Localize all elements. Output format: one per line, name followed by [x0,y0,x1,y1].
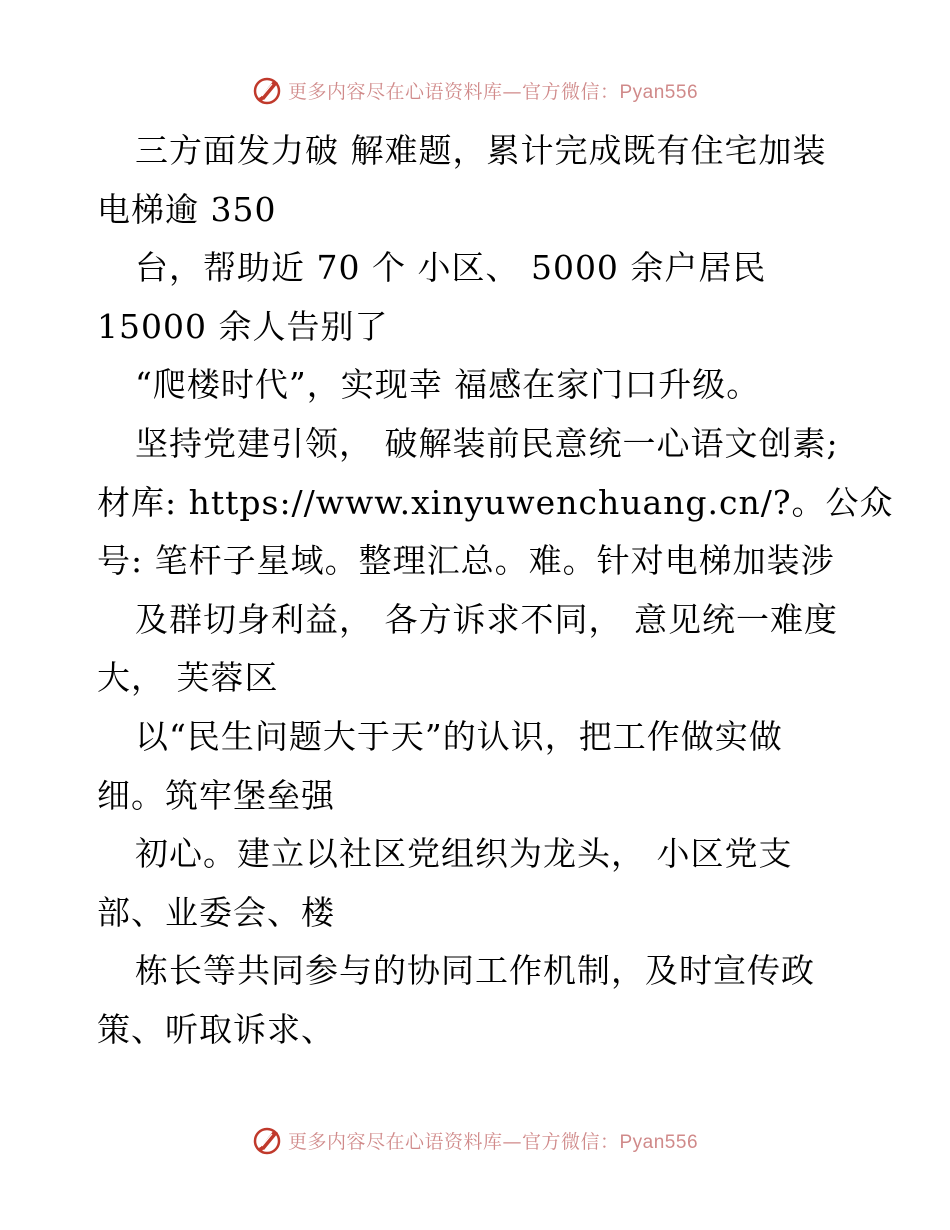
body-line-11: 以“民生问题大于天”的认识，把工作做实做 [135,716,783,756]
body-line-12: 细。筑牢堡垒强 [97,775,335,815]
footer-banner-account: Pyan556 [619,1131,699,1153]
body-line-10: 大， 芙蓉区 [97,658,279,698]
body-line-9: 及群切身利益， 各方诉求不同， 意见统一难度 [135,599,838,639]
body-line-8: 号: 笔杆子星域。整理汇总。难。针对电梯加装涉 [97,541,835,581]
header-banner-text [288,77,698,104]
footer-banner-text [288,1127,698,1154]
body-line-14: 部、业委会、楼 [97,892,335,932]
body-line-4: 15000 余人告别了 [97,306,389,346]
quill-logo-icon [252,74,284,106]
header-banner-account: Pyan556 [619,81,699,103]
body-line-1: 三方面发力破 解难题，累计完成既有住宅加装 [135,131,827,170]
body-line-7: 材库: https://www.xinyuwenchuang.cn/?。公众 [97,482,894,522]
body-line-3: 台，帮助近 70 个 小区、 5000 余户居民 [135,248,767,288]
header-banner-prefix: 更多内容尽在心语资料库—官方微信： [287,80,620,103]
body-line-13: 初心。建立以社区党组织为龙头， 小区党支 [135,834,793,874]
body-line-16: 策、听取诉求、 [97,1009,335,1049]
body-line-5: “爬楼时代”，实现幸 福感在家门口升级。 [135,365,761,405]
body-line-6: 坚持党建引领， 破解装前民意统一心语文创素; [135,423,839,463]
footer-banner-prefix: 更多内容尽在心语资料库—官方微信： [287,1130,620,1153]
document-body [97,122,894,1060]
body-line-15: 栋长等共同参与的协同工作机制，及时宣传政 [135,951,815,991]
quill-logo-icon [252,1124,284,1156]
footer-watermark-banner [0,1120,950,1160]
body-line-2: 电梯逾 350 [97,189,277,229]
header-watermark-banner [0,70,950,110]
